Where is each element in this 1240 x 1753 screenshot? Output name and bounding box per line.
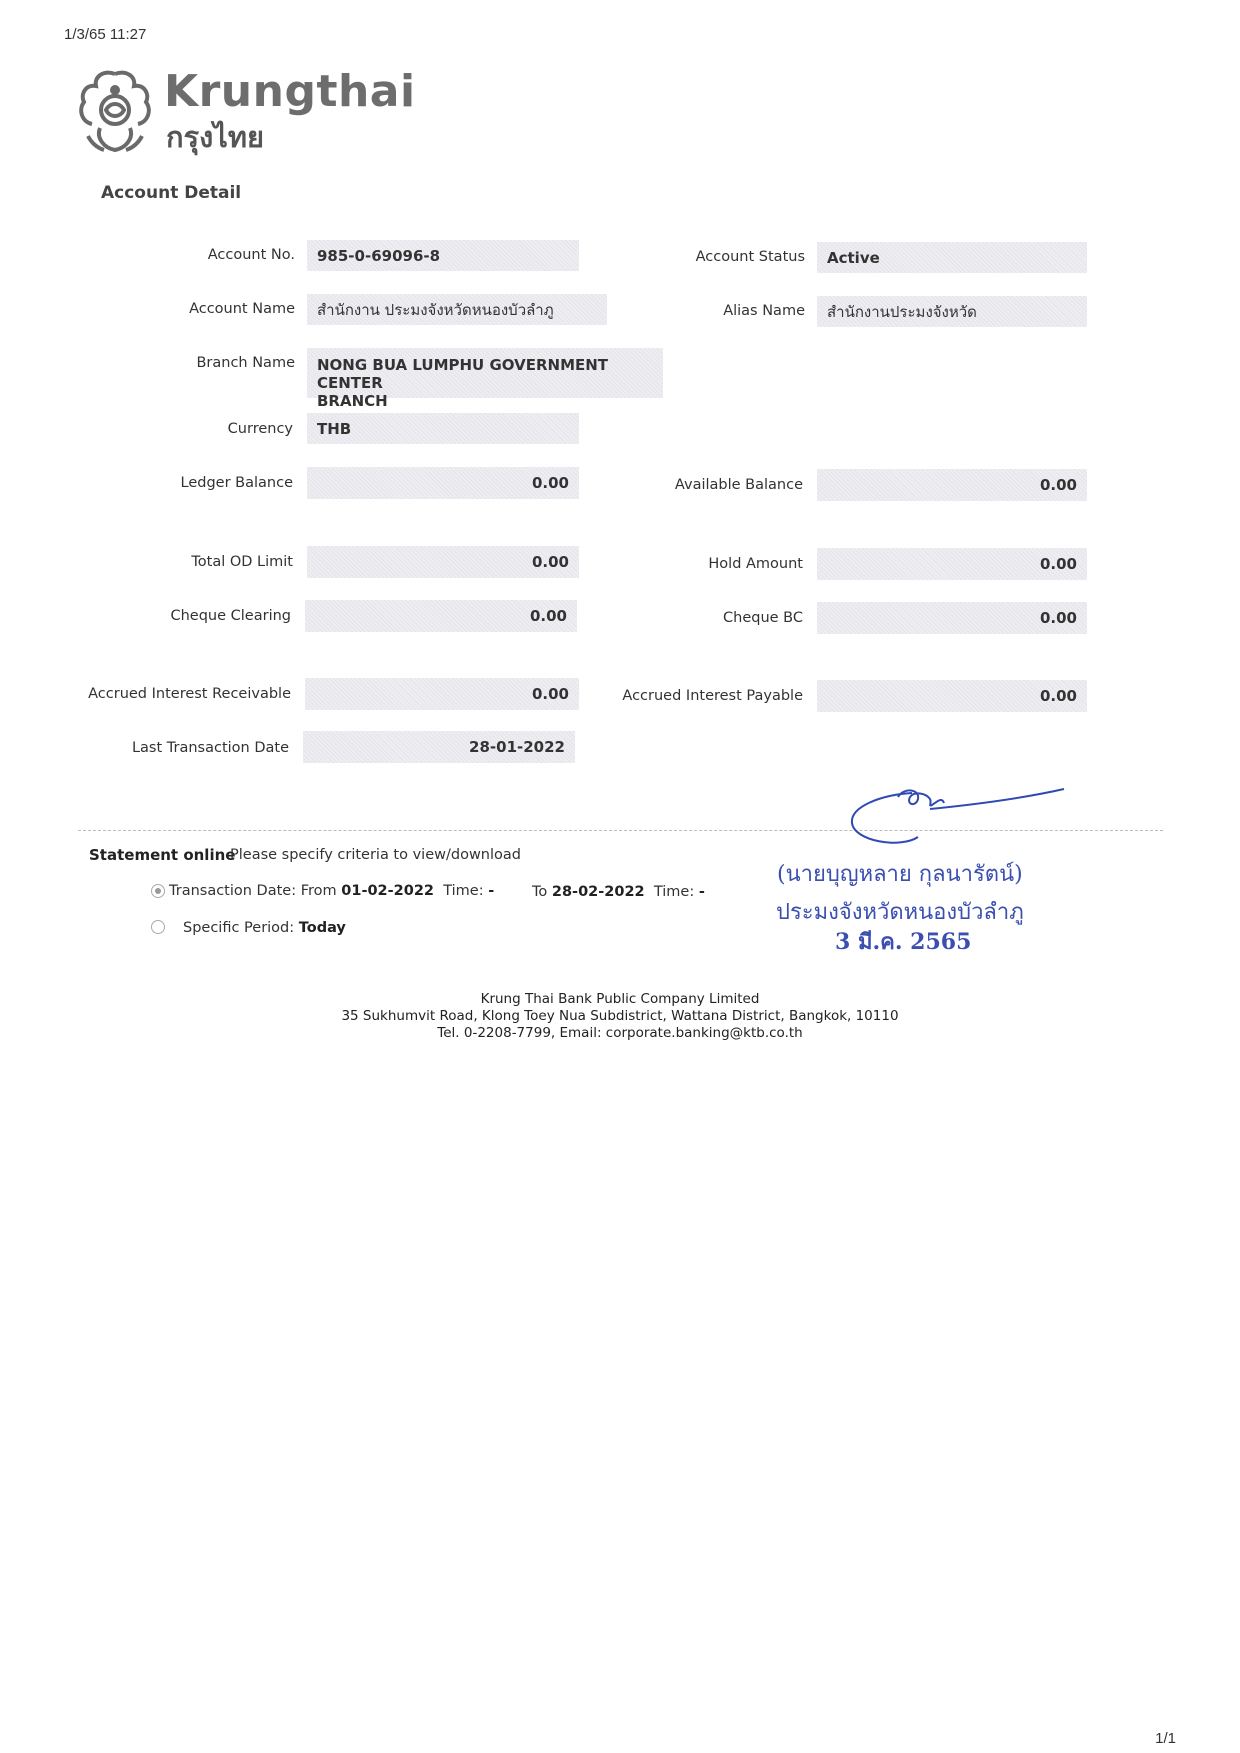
- branch-name-value-line1: NONG BUA LUMPHU GOVERNMENT CENTER: [317, 356, 609, 392]
- specific-period-label: Specific Period:: [183, 920, 295, 936]
- last-transaction-date-label: Last Transaction Date: [131, 740, 289, 756]
- transaction-date-criteria: [169, 883, 494, 899]
- footer-contact: Tel. 0-2208-7799, Email: corporate.banking@ktb.co.th: [437, 1025, 803, 1041]
- transaction-date-radio[interactable]: [151, 884, 165, 898]
- last-transaction-date-field: [303, 731, 575, 763]
- total-od-limit-value: 0.00: [531, 553, 569, 571]
- account-name-field: [307, 294, 607, 325]
- page-number: 1/1: [1155, 1730, 1176, 1747]
- currency-value: THB: [317, 419, 352, 438]
- account-no-value: 985-0-69096-8: [317, 246, 441, 265]
- account-no-field: [307, 240, 579, 271]
- cheque-bc-field: [817, 602, 1087, 634]
- specific-period-criteria: [183, 920, 346, 936]
- account-status-value: Active: [827, 248, 880, 267]
- logo-name-th: กรุงไทย: [166, 120, 264, 154]
- stamp-position: ประมงจังหวัดหนองบัวลำภู: [776, 900, 1024, 925]
- cheque-clearing-label: Cheque Clearing: [170, 608, 291, 624]
- handwritten-signature: [840, 785, 1070, 855]
- cheque-clearing-field: [305, 600, 577, 632]
- footer-address: 35 Sukhumvit Road, Klong Toey Nua Subdistrict, Wattana District, Bangkok, 10110: [341, 1008, 899, 1024]
- stamp-name: (นายบุญหลาย กุลนารัตน์): [777, 862, 1023, 887]
- branch-name-value-line2: BRANCH: [317, 392, 388, 410]
- accrued-interest-receivable-field: [305, 678, 579, 710]
- statement-online-title: Statement online: [89, 846, 236, 864]
- to-time-label: Time:: [653, 884, 695, 900]
- accrued-interest-payable-field: [817, 680, 1087, 712]
- accrued-interest-receivable-label: Accrued Interest Receivable: [88, 686, 291, 702]
- available-balance-field: [817, 469, 1087, 501]
- from-date-value: 01-02-2022: [341, 883, 435, 899]
- accrued-interest-payable-label: Accrued Interest Payable: [622, 688, 803, 704]
- available-balance-label: Available Balance: [674, 477, 803, 493]
- account-no-label: Account No.: [207, 247, 295, 263]
- stamp-date: 3 มี.ค. 2565: [835, 929, 972, 955]
- transaction-date-label: Transaction Date:: [169, 883, 297, 899]
- specific-period-radio[interactable]: [151, 920, 165, 934]
- ledger-balance-value: 0.00: [531, 474, 569, 492]
- alias-name-field: [817, 296, 1087, 327]
- section-title: Account Detail: [101, 183, 242, 203]
- branch-name-field: [307, 348, 663, 410]
- print-timestamp: 1/3/65 11:27: [64, 26, 147, 43]
- total-od-limit-label: Total OD Limit: [191, 554, 293, 570]
- to-date-criteria: [532, 884, 705, 900]
- last-transaction-date-value: 28-01-2022: [469, 738, 565, 756]
- account-name-label: Account Name: [189, 301, 295, 317]
- accrued-interest-payable-value: 0.00: [1039, 687, 1077, 705]
- garuda-emblem-icon: [76, 66, 154, 156]
- cheque-clearing-value: 0.00: [529, 607, 567, 625]
- footer-company: Krung Thai Bank Public Company Limited: [480, 991, 760, 1007]
- currency-field: [307, 413, 579, 444]
- ledger-balance-label: Ledger Balance: [180, 475, 293, 491]
- alias-name-value: สำนักงานประมงจังหวัด: [827, 302, 977, 321]
- hold-amount-value: 0.00: [1039, 555, 1077, 573]
- alias-name-label: Alias Name: [723, 303, 805, 319]
- currency-label: Currency: [227, 421, 293, 437]
- to-time-value: -: [698, 884, 705, 900]
- statement-online-hint: Please specify criteria to view/download: [230, 847, 521, 863]
- from-time-label: Time:: [443, 883, 484, 899]
- accrued-interest-receivable-value: 0.00: [531, 685, 569, 703]
- to-label: To: [532, 884, 548, 900]
- from-label: From: [300, 883, 337, 899]
- to-date-value: 28-02-2022: [551, 884, 645, 900]
- available-balance-value: 0.00: [1039, 476, 1077, 494]
- account-status-field: [817, 242, 1087, 273]
- total-od-limit-field: [307, 546, 579, 578]
- hold-amount-label: Hold Amount: [708, 556, 803, 572]
- logo-name-en: Krungthai: [164, 66, 416, 117]
- account-status-label: Account Status: [695, 249, 805, 265]
- ledger-balance-field: [307, 467, 579, 499]
- hold-amount-field: [817, 548, 1087, 580]
- specific-period-value: Today: [298, 920, 346, 936]
- branch-name-label: Branch Name: [196, 355, 295, 371]
- cheque-bc-label: Cheque BC: [723, 610, 803, 626]
- from-time-value: -: [488, 883, 495, 899]
- account-name-value: สำนักงาน ประมงจังหวัดหนองบัวลำภู: [317, 300, 554, 319]
- cheque-bc-value: 0.00: [1039, 609, 1077, 627]
